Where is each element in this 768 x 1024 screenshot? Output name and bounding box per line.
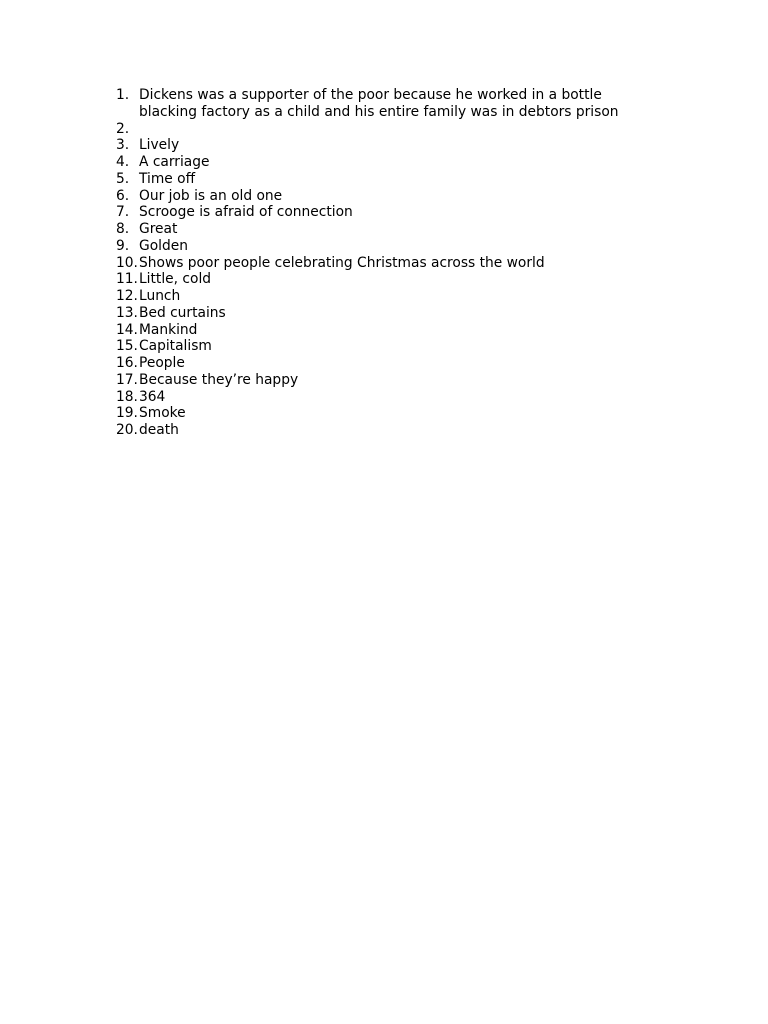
item-number: 16. bbox=[116, 355, 138, 371]
list-item bbox=[116, 322, 656, 339]
item-number: 7. bbox=[116, 204, 130, 221]
list-item bbox=[116, 238, 656, 255]
item-text: People bbox=[139, 355, 185, 371]
item-text: Smoke bbox=[139, 405, 186, 422]
item-number: 3. bbox=[116, 137, 130, 154]
item-number: 1. bbox=[116, 87, 130, 103]
item-number: 19. bbox=[116, 405, 138, 422]
list-item bbox=[116, 87, 656, 121]
list-item bbox=[116, 305, 656, 322]
item-text: Golden bbox=[139, 237, 188, 254]
item-text: Little, cold bbox=[139, 271, 212, 288]
item-text: Great bbox=[139, 221, 178, 237]
item-number: 18. bbox=[116, 388, 138, 405]
list-item bbox=[116, 372, 656, 389]
list-item bbox=[116, 154, 656, 171]
item-text: death bbox=[139, 422, 179, 438]
item-text: 364 bbox=[139, 388, 166, 405]
list-item bbox=[116, 338, 656, 355]
item-text: A carriage bbox=[139, 154, 210, 170]
item-text: Because they’re happy bbox=[139, 371, 299, 388]
list-item bbox=[116, 137, 656, 154]
item-text: Dickens was a supporter of the poor because he worked in a bottle blacking factory as a child and his entire family was in debtors prison bbox=[139, 87, 619, 120]
list-item bbox=[116, 288, 656, 305]
list-item bbox=[116, 405, 656, 422]
item-text: Time off bbox=[139, 170, 196, 187]
answer-list bbox=[116, 87, 656, 439]
item-number: 14. bbox=[116, 321, 138, 338]
item-number: 10. bbox=[116, 254, 138, 271]
list-item bbox=[116, 389, 656, 406]
item-text: Capitalism bbox=[139, 338, 212, 355]
item-number: 9. bbox=[116, 237, 130, 254]
item-number: 11. bbox=[116, 271, 138, 288]
item-number: 12. bbox=[116, 288, 138, 304]
list-item bbox=[116, 255, 656, 272]
item-number: 20. bbox=[116, 422, 138, 438]
item-text: Mankind bbox=[139, 321, 198, 338]
item-number: 8. bbox=[116, 221, 130, 237]
item-text: Our job is an old one bbox=[139, 187, 283, 204]
list-item bbox=[116, 355, 656, 372]
item-text: Lunch bbox=[139, 288, 181, 304]
item-number: 13. bbox=[116, 304, 138, 321]
list-item bbox=[116, 271, 656, 288]
item-number: 15. bbox=[116, 338, 138, 355]
item-number: 6. bbox=[116, 187, 130, 204]
list-item bbox=[116, 121, 656, 138]
item-text: Lively bbox=[139, 137, 180, 154]
item-text: Shows poor people celebrating Christmas across the world bbox=[139, 254, 545, 271]
item-number: 4. bbox=[116, 154, 130, 170]
item-text: Bed curtains bbox=[139, 304, 226, 321]
list-item bbox=[116, 221, 656, 238]
item-number: 17. bbox=[116, 371, 138, 388]
list-item bbox=[116, 171, 656, 188]
list-item bbox=[116, 204, 656, 221]
item-number: 5. bbox=[116, 170, 130, 187]
item-number: 2. bbox=[116, 120, 130, 137]
list-item bbox=[116, 422, 656, 439]
item-text: Scrooge is afraid of connection bbox=[139, 204, 353, 221]
list-item bbox=[116, 188, 656, 205]
item-text bbox=[139, 121, 656, 138]
